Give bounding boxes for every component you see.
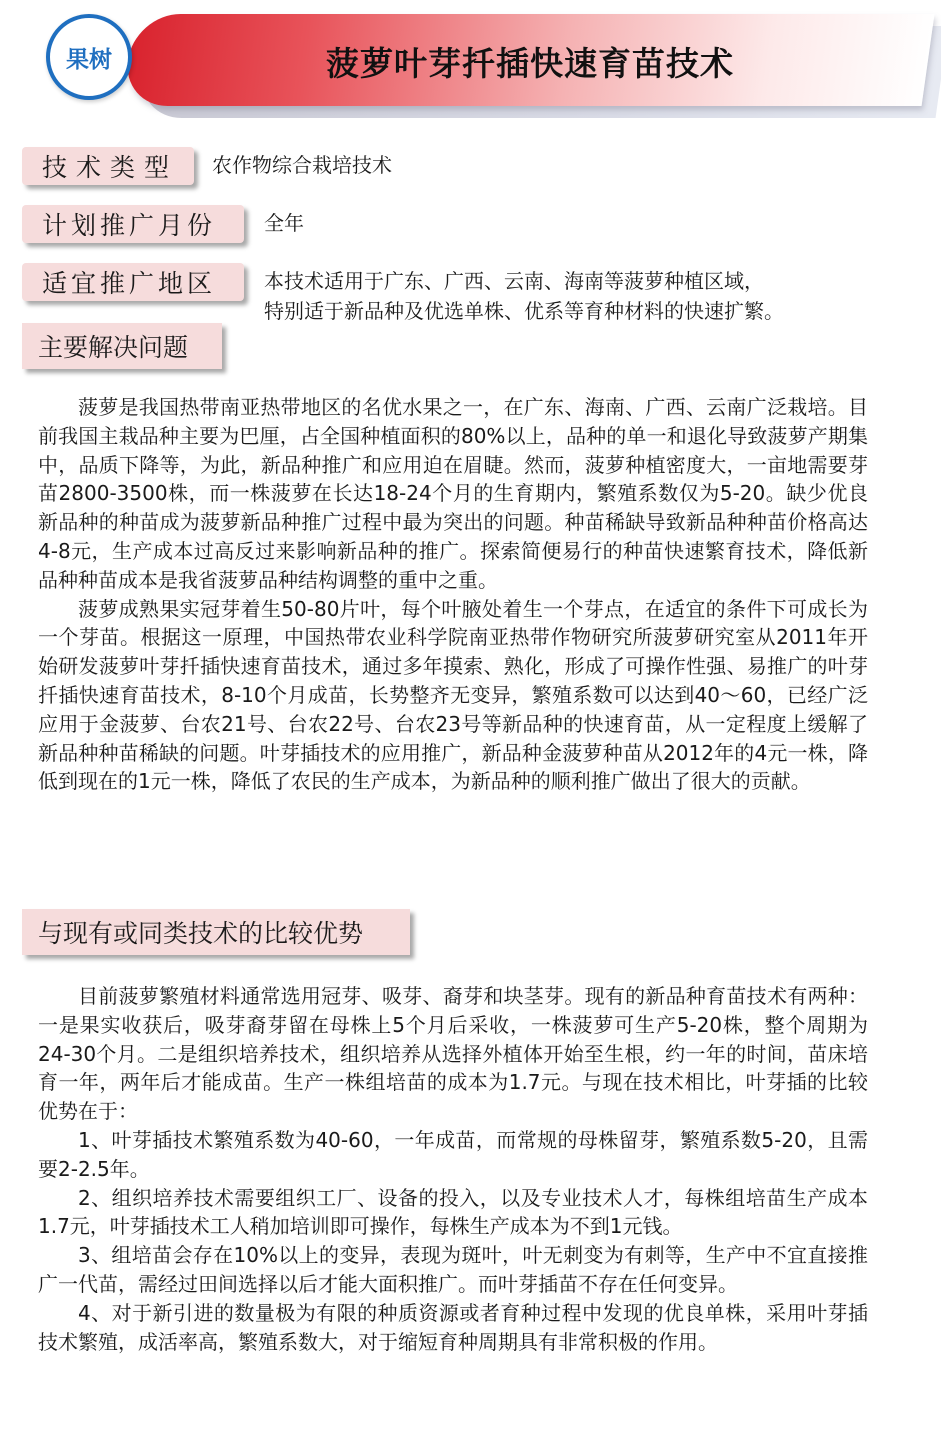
compare-paragraph: 目前菠萝繁殖材料通常选用冠芽、吸芽、裔芽和块茎芽。现有的新品种育苗技术有两种：一是果实收获后，吸芽裔芽留在母株上5个月后采收，一株菠萝可生产5-20株，整个周期为24-30个月。二是组织培养技术，组织培养从选择外植体开始至生根，约一年的时间，苗床培育一年，两年后才能成苗。生产一株组培苗的成本为1.7元。与现在技术相比，叶芽插的比较优势在于： (38, 984, 868, 1124)
compare-section-heading (22, 909, 410, 955)
region-value-line1: 本技术适用于广东、广西、云南、海南等菠萝种植区域， (264, 269, 764, 293)
problem-section-title: 主要解决问题 (38, 333, 189, 362)
compare-section-title: 与现有或同类技术的比较优势 (38, 919, 364, 948)
compare-paragraph: 3、组培苗会存在10%以上的变异，表现为斑叶，叶无刺变为有刺等，生产中不宜直接推广一代苗，需经过田间选择以后才能大面积推广。而叶芽插苗不存在任何变异。 (38, 1243, 868, 1296)
compare-paragraph: 2、组织培养技术需要组织工厂、设备的投入，以及专业技术人才，每株组培苗生产成本1.7元，叶芽插技术工人稍加培训即可操作，每株生产成本为不到1元钱。 (38, 1185, 868, 1239)
region-label: 适宜推广地区 (42, 269, 217, 298)
region-value-line2: 特别适于新品种及优选单株、优系等育种材料的快速扩繁。 (264, 299, 784, 323)
tech-type-label: 技术类型 (42, 153, 179, 182)
month-value: 全年 (264, 211, 304, 235)
month-label: 计划推广月份 (42, 211, 217, 240)
compare-paragraph: 4、对于新引进的数量极为有限的种质资源或者育种过程中发现的优良单株，采用叶芽插技术繁殖，成活率高，繁殖系数大，对于缩短育种周期具有非常积极的作用。 (38, 1300, 868, 1354)
region-value (264, 266, 904, 326)
compare-body (38, 982, 868, 1356)
problem-paragraph: 菠萝成熟果实冠芽着生50-80片叶，每个叶腋处着生一个芽点，在适宜的条件下可成长为一个芽苗。根据这一原理，中国热带农业科学院南亚热带作物研究所菠萝研究室从2011年开始研发菠萝叶芽扦插快速育苗技术，通过多年摸索、熟化，形成了可操作性强、易推广的叶芽扦插快速育苗技术，8-10个月成苗，长势整齐无变异，繁殖系数可以达到40～60，已经广泛应用于金菠萝、台农21号、台农22号、台农23号等新品种的快速育苗，从一定程度上缓解了新品种种苗稀缺的问题。叶芽插技术的应用推广，新品种金菠萝种苗从2012年的4元一株，降低到现在的1元一株，降低了农民的生产成本，为新品种的顺利推广做出了很大的贡献。 (38, 596, 868, 794)
tech-type-value: 农作物综合栽培技术 (212, 153, 392, 177)
compare-paragraph: 1、叶芽插技术繁殖系数为40-60，一年成苗，而常规的母株留芽，繁殖系数5-20，且需要2-2.5年。 (38, 1127, 868, 1181)
category-label: 果树 (66, 46, 112, 73)
problem-body (38, 393, 868, 796)
problem-paragraph: 菠萝是我国热带南亚热带地区的名优水果之一，在广东、海南、广西、云南广泛栽培。目前我国主栽品种主要为巴厘，占全国种植面积的80%以上，品种的单一和退化导致菠萝产期集中，品质下降等，为此，新品种推广和应用迫在眉睫。然而，菠萝种植密度大，一亩地需要芽苗2800-3500株，而一株菠萝在长达18-24个月的生育期内，繁殖系数仅为5-20。缺少优良新品种的种苗成为菠萝新品种推广过程中最为突出的问题。种苗稀缺导致新品种种苗价格高达4-8元，生产成本过高反过来影响新品种的推广。探索简便易行的种苗快速繁育技术，降低新品种种苗成本是我省菠萝品种结构调整的重中之重。 (38, 395, 868, 592)
tech-type-tag (22, 147, 194, 185)
problem-section-heading (22, 323, 222, 369)
category-badge (46, 14, 132, 100)
month-tag (22, 205, 244, 243)
page-title: 菠萝叶芽扦插快速育苗技术 (326, 44, 734, 83)
region-tag (22, 263, 244, 301)
